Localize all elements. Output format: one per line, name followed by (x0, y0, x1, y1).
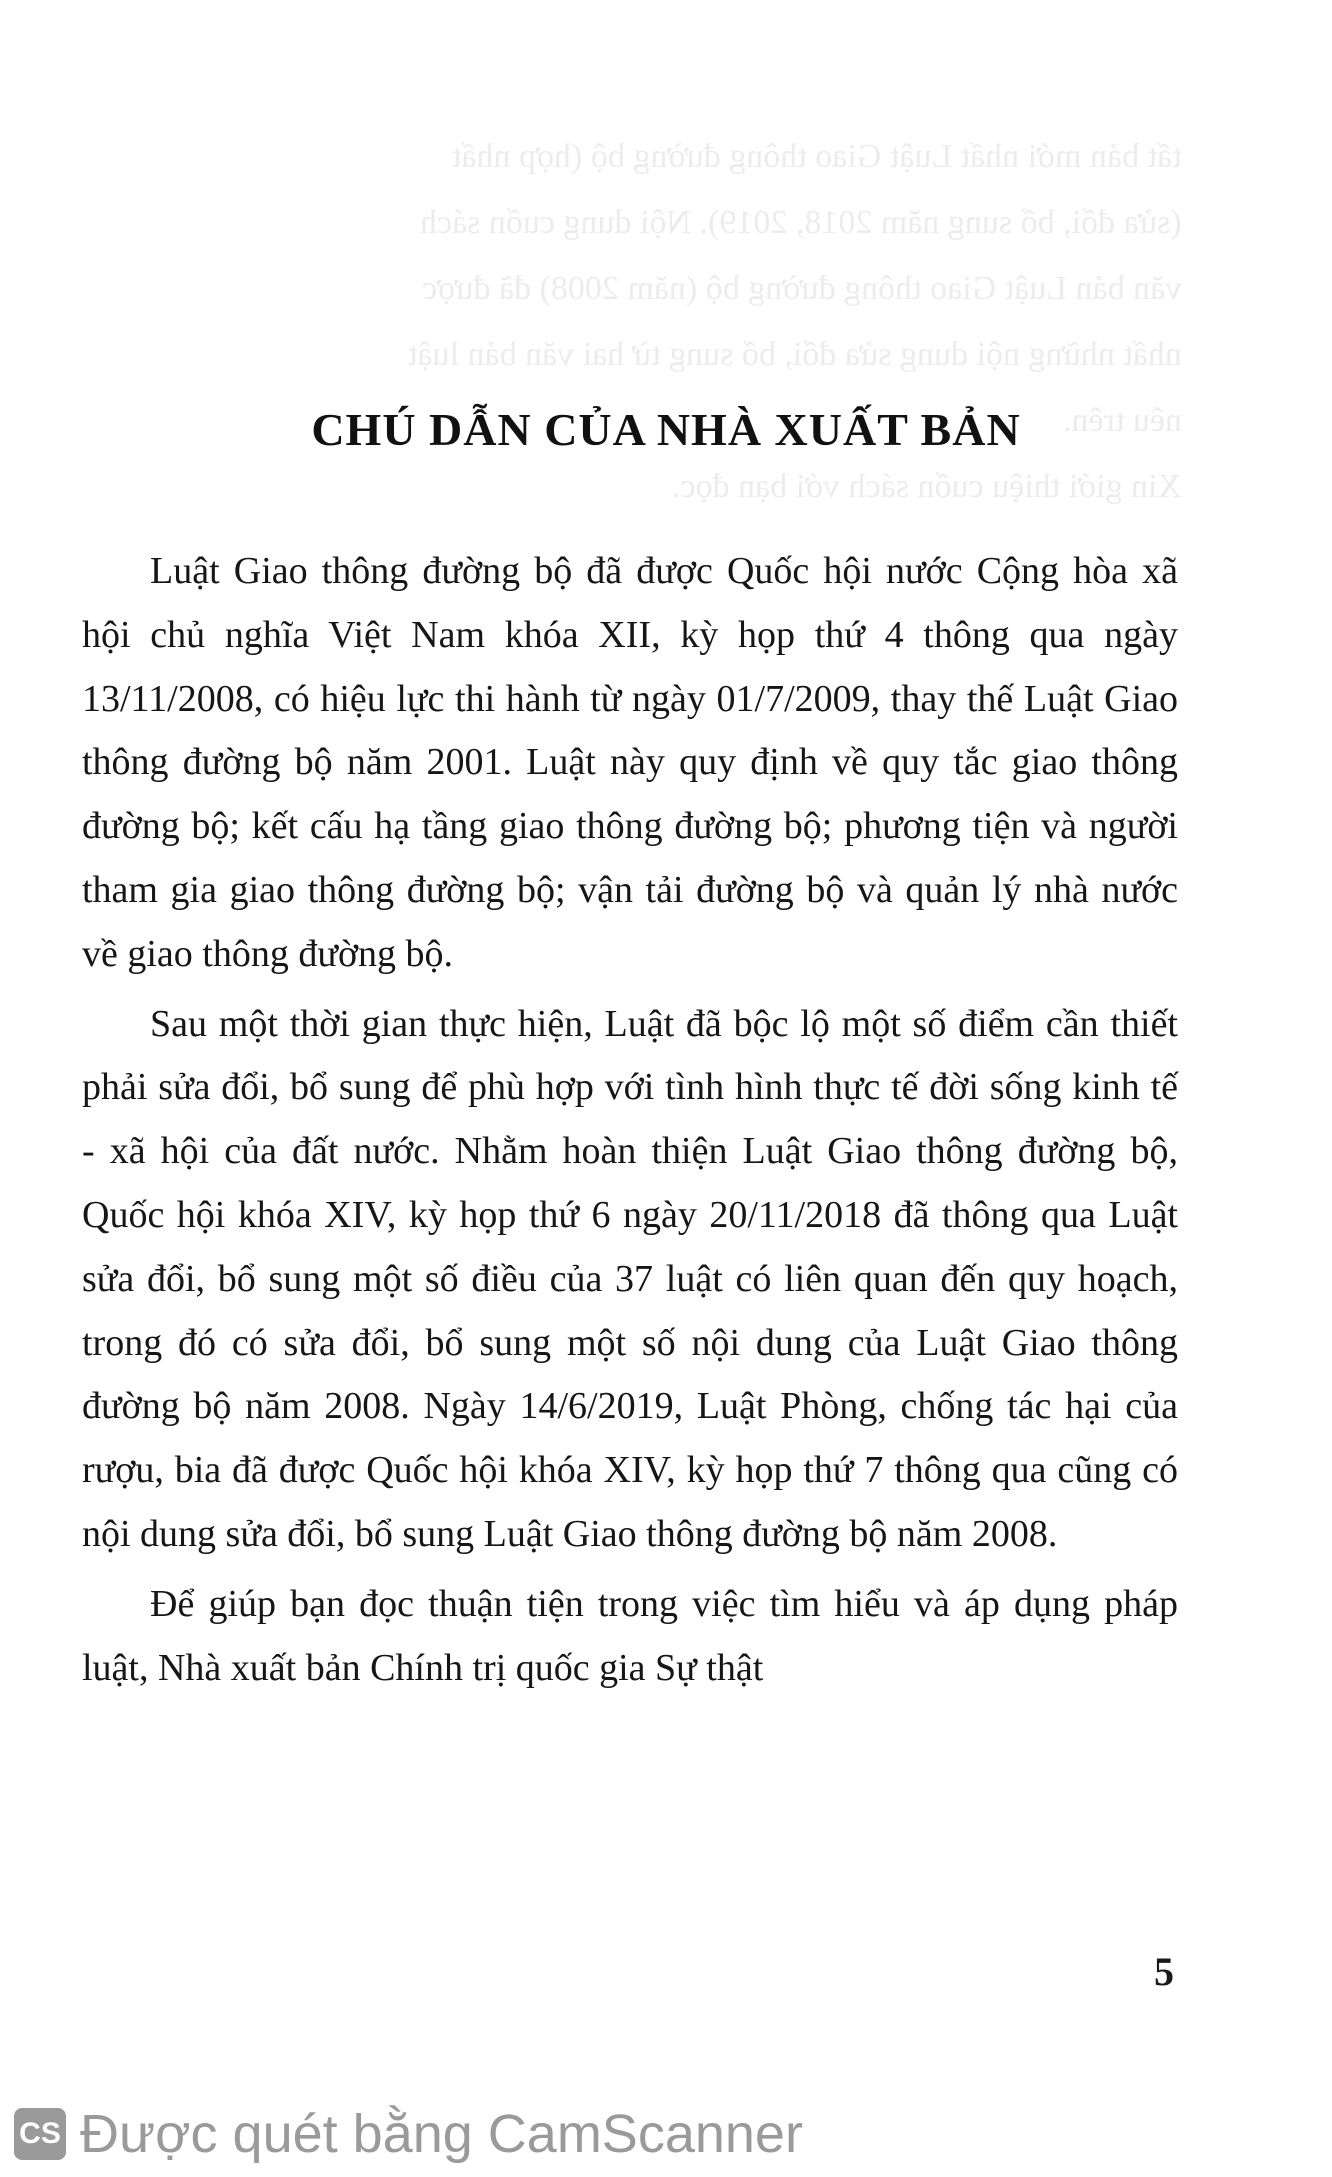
ghost-line: tất bản mới nhất Luật Giao thông đường bộ (hợp nhất (452, 138, 1182, 175)
paragraph: Sau một thời gian thực hiện, Luật đã bộc lộ một số điểm cần thiết phải sửa đổi, bổ sung để phù hợp với tình hình thực tế đời sống kinh tế - xã hội của đất nước. Nhằm hoàn thiện Luật Giao thông đường bộ, Quốc hội khóa XIV, kỳ họp thứ 6 ngày 20/11/2018 đã thông qua Luật sửa đổi, bổ sung một số điều của 37 luật có liên quan đến quy hoạch, trong đó có sửa đổi, bổ sung một số nội dung của Luật Giao thông đường bộ năm 2008. Ngày 14/6/2019, Luật Phòng, chống tác hại của rượu, bia đã được Quốc hội khóa XIV, kỳ họp thứ 7 thông qua cũng có nội dung sửa đổi, bổ sung Luật Giao thông đường bộ năm 2008. (82, 1002, 1178, 1555)
paragraph: Để giúp bạn đọc thuận tiện trong việc tìm hiểu và áp dụng pháp luật, Nhà xuất bản Chính trị quốc gia Sự thật (82, 1582, 1178, 1689)
bleed-through-text (0, 0, 1332, 620)
scanner-watermark (14, 2102, 803, 2166)
paragraph: Luật Giao thông đường bộ đã được Quốc hội nước Cộng hòa xã hội chủ nghĩa Việt Nam khóa XII, kỳ họp thứ 4 thông qua ngày 13/11/2008, có hiệu lực thi hành từ ngày 01/7/2009, thay thế Luật Giao thông đường bộ năm 2001. Luật này quy định về quy tắc giao thông đường bộ; kết cấu hạ tầng giao thông đường bộ; phương tiện và người tham gia giao thông đường bộ; vận tải đường bộ và quản lý nhà nước về giao thông đường bộ. (82, 550, 1178, 975)
ghost-line: Xin giới thiệu cuốn sách với bạn đọc. (672, 468, 1182, 505)
ghost-line: nêu trên. (1063, 402, 1182, 439)
page-number: 5 (1154, 1949, 1174, 1994)
camscanner-logo-icon: CS (14, 2108, 66, 2160)
ghost-line: nhất những nội dung sửa đổi, bổ sung từ hai văn bản luật (408, 336, 1182, 373)
page-title: CHÚ DẪN CỦA NHÀ XUẤT BẢN (311, 403, 1021, 455)
body-text (82, 540, 1178, 1706)
watermark-text: Được quét bằng CamScanner (80, 2104, 803, 2164)
ghost-line: văn bản Luật Giao thông đường bộ (năm 2008) đã được (421, 270, 1182, 307)
ghost-line: (sửa đổi, bổ sung năm 2018, 2019). Nội dung cuốn sách (420, 204, 1182, 241)
